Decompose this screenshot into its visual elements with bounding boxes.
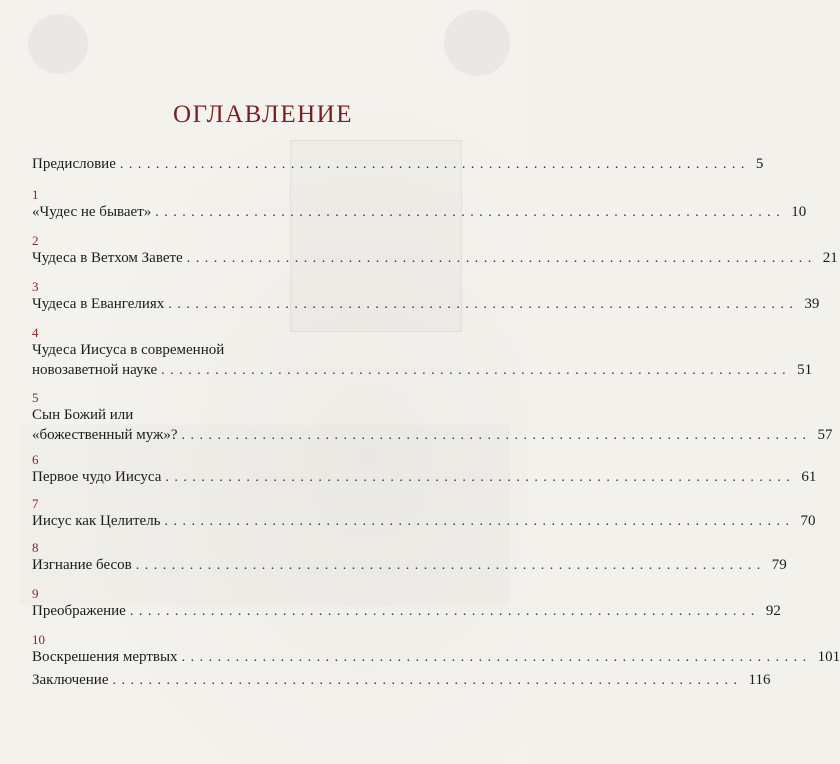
dot-leader: ...................................................................... (119, 157, 750, 172)
toc-entry-chapter-9 (32, 586, 781, 621)
dot-leader: ...................................................................... (168, 297, 799, 312)
toc-page-number: 5 (755, 156, 764, 172)
toc-line (32, 340, 462, 360)
toc-page-number: 39 (804, 296, 820, 312)
dot-leader: ...................................................................... (135, 558, 766, 573)
toc-entry-chapter-1 (32, 187, 807, 222)
toc-entry-title: Преображение (32, 603, 126, 619)
toc-line (32, 647, 840, 667)
toc-line (32, 601, 781, 621)
toc-line (32, 425, 833, 445)
toc-entry-title: Чудеса в Ветхом Завете (32, 250, 183, 266)
toc-page-number: 51 (797, 362, 813, 378)
chapter-number: 9 (32, 586, 39, 601)
chapter-number: 2 (32, 233, 39, 248)
toc-page-number: 79 (771, 557, 787, 573)
toc-entry-title-continued: «божественный муж»? (32, 427, 178, 443)
toc-line (32, 405, 462, 425)
chapter-number: 5 (32, 390, 39, 405)
toc-entry-chapter-10 (32, 632, 840, 667)
toc-entry-title-continued: новозаветной науке (32, 362, 158, 378)
dot-leader: ...................................................................... (155, 205, 786, 220)
toc-line (32, 202, 807, 222)
toc-entry-title: Первое чудо Иисуса (32, 469, 162, 485)
toc-entry-chapter-4 (32, 325, 813, 380)
dot-leader: ...................................................................... (181, 650, 812, 665)
dot-leader: ...................................................................... (186, 251, 817, 266)
toc-page-number: 21 (822, 250, 838, 266)
chapter-number: 6 (32, 452, 39, 467)
toc-line (32, 294, 820, 314)
toc-entry-title: Изгнание бесов (32, 557, 132, 573)
toc-page-number: 61 (801, 469, 817, 485)
toc-entry-title: Заключение (32, 672, 109, 688)
dot-leader: ...................................................................... (161, 363, 792, 378)
toc-entry-chapter-7 (32, 496, 816, 531)
dot-leader: ...................................................................... (164, 514, 795, 529)
toc-entry-chapter-8 (32, 540, 787, 575)
toc-entry-preface (32, 154, 764, 174)
toc-line (32, 670, 771, 690)
show-through-emblem-left (28, 14, 88, 74)
toc-entry-title: Воскрешения мертвых (32, 649, 178, 665)
toc-page-number: 70 (800, 513, 816, 529)
toc-line (32, 248, 838, 268)
toc-page-number: 92 (765, 603, 781, 619)
chapter-number: 7 (32, 496, 39, 511)
toc-entry-conclusion (32, 670, 771, 690)
toc-entry-title: «Чудес не бывает» (32, 204, 152, 220)
toc-page-number: 10 (791, 204, 807, 220)
page-title: ОГЛАВЛЕНИЕ (173, 100, 353, 128)
toc-entry-chapter-5 (32, 390, 833, 445)
dot-leader: ...................................................................... (165, 470, 796, 485)
toc-entry-title: Сын Божий или (32, 407, 134, 423)
toc-page-number: 101 (817, 649, 840, 665)
toc-entry-chapter-3 (32, 279, 820, 314)
chapter-number: 1 (32, 187, 39, 202)
toc-entry-title: Предисловие (32, 156, 116, 172)
toc-line (32, 467, 817, 487)
toc-entry-chapter-2 (32, 233, 838, 268)
toc-entry-chapter-6 (32, 452, 817, 487)
chapter-number: 3 (32, 279, 39, 294)
toc-line (32, 154, 764, 174)
show-through-emblem-right (444, 10, 510, 76)
dot-leader: ...................................................................... (181, 428, 812, 443)
chapter-number: 4 (32, 325, 39, 340)
toc-page-number: 116 (748, 672, 771, 688)
chapter-number: 8 (32, 540, 39, 555)
chapter-number: 10 (32, 632, 45, 647)
toc-entry-title: Иисус как Целитель (32, 513, 161, 529)
toc-line (32, 511, 816, 531)
dot-leader: ...................................................................... (112, 673, 743, 688)
toc-line (32, 555, 787, 575)
toc-entry-title: Чудеса Иисуса в современной (32, 342, 225, 358)
toc-line (32, 360, 813, 380)
toc-page-number: 57 (817, 427, 833, 443)
dot-leader: ...................................................................... (129, 604, 760, 619)
toc-entry-title: Чудеса в Евангелиях (32, 296, 165, 312)
